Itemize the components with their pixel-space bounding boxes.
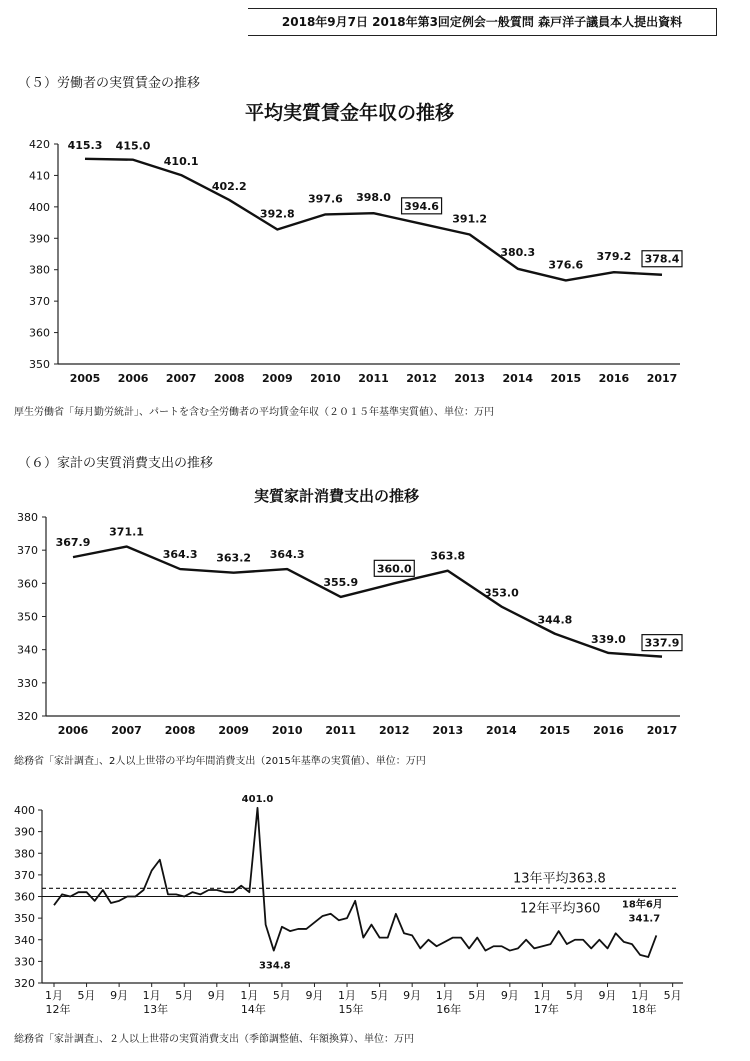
data-label: 415.3 [67,138,103,152]
data-label: 367.9 [55,536,91,550]
y-tick-label: 380 [17,511,38,524]
y-tick-label: 320 [17,710,38,723]
x-tick-label: 2012 [406,372,437,385]
x-tick-label: 2010 [310,372,341,385]
y-tick-label: 340 [17,643,38,657]
data-label: 391.2 [452,212,488,226]
data-label: 371.1 [109,525,144,539]
y-tick-label: 390 [14,825,35,839]
x-tick-year-label: 17年 [533,1003,559,1016]
source-note-consumption: 総務省「家計調査」、2人以上世帯の平均年間消費支出（2015年基準の実質値）、単位：万円 [14,756,426,767]
x-tick-label: 2007 [111,724,142,737]
x-tick-year-label: 13年 [143,1003,169,1016]
x-tick-label: 2015 [550,372,582,385]
x-tick-label: 2009 [262,372,293,385]
y-tick-label: 320 [14,977,35,990]
data-label: 398.0 [356,191,391,205]
section-heading-wages: （５）労働者の実質賃金の推移 [18,76,201,91]
x-tick-year-label: 14年 [240,1003,266,1016]
data-label: 376.6 [548,258,584,272]
data-label: 344.8 [537,613,573,627]
y-tick-label: 360 [14,890,35,904]
data-label: 364.3 [162,548,198,562]
x-tick-label: 2014 [486,724,517,737]
x-tick-label: 2011 [358,372,389,385]
x-tick-label: 9月 [110,989,129,1002]
x-tick-label: 9月 [598,989,617,1002]
annotation-sublabel: 18年6月 [621,899,663,911]
data-label: 410.1 [163,155,199,169]
x-tick-label: 9月 [500,989,519,1002]
x-tick-year-label: 18年 [631,1003,657,1016]
x-tick-label: 2012 [378,724,410,737]
data-label: 415.0 [115,139,151,153]
data-label: 378.4 [644,252,680,266]
x-tick-label: 2016 [598,372,630,385]
x-tick-label: 2007 [165,372,197,385]
y-tick-label: 370 [29,295,50,309]
x-tick-label: 2006 [117,372,149,385]
x-tick-year-label: 16年 [436,1003,462,1016]
y-tick-label: 380 [14,847,35,861]
data-label: 394.6 [404,199,439,213]
x-tick-label: 2017 [646,372,678,385]
y-tick-label: 350 [14,912,35,926]
data-label: 353.0 [483,586,519,600]
data-label: 402.2 [211,179,247,193]
reference-line-label: 12年平均360 [520,901,601,917]
x-tick-label: 5月 [77,989,96,1002]
data-label: 397.6 [308,192,343,206]
data-label: 337.9 [644,636,680,650]
x-tick-label: 1月 [45,989,63,1002]
y-tick-label: 360 [29,326,50,340]
x-tick-label: 2013 [454,372,485,385]
annotation-label: 341.7 [628,913,661,925]
annotation-label: 334.8 [258,960,291,972]
x-tick-label: 2009 [218,724,249,737]
data-label: 392.8 [259,207,295,221]
y-tick-label: 330 [17,676,38,690]
data-label: 380.3 [500,245,536,259]
data-label: 355.9 [323,575,359,589]
x-tick-year-label: 15年 [338,1003,364,1016]
x-tick-label: 5月 [468,989,487,1002]
data-label: 364.3 [269,548,305,562]
x-tick-label: 1月 [435,989,454,1002]
data-label: 363.2 [216,551,252,565]
reference-line-label: 13年平均363.8 [513,871,606,887]
x-tick-label: 9月 [305,989,324,1002]
y-tick-label: 330 [14,955,35,969]
x-tick-label: 2017 [646,724,678,737]
x-tick-label: 1月 [533,989,552,1002]
data-label: 363.8 [430,549,466,563]
x-tick-label: 9月 [207,989,226,1002]
y-tick-label: 400 [29,200,50,214]
x-tick-label: 1月 [142,989,161,1002]
x-tick-year-label: 12年 [45,1003,71,1016]
x-tick-label: 5月 [565,989,584,1002]
x-tick-label: 2006 [57,724,89,737]
source-note-monthly: 総務省「家計調査」、２人以上世帯の実質消費支出（季節調整値、年額換算）、単位：万円 [14,1034,414,1045]
source-note-wages: 厚生労働省「毎月勤労統計」、パートを含む全労働者の平均賃金年収（２０１５年基準実質値）、単位：万円 [14,407,494,418]
y-tick-label: 370 [14,868,35,882]
chart-title-consumption: 実質家計消費支出の推移 [254,487,420,505]
x-tick-label: 5月 [370,989,389,1002]
y-tick-label: 420 [29,138,50,151]
x-tick-label: 5月 [663,989,682,1002]
data-label: 379.2 [596,250,632,264]
x-tick-label: 2016 [593,724,624,737]
y-tick-label: 400 [14,804,35,817]
x-tick-label: 2015 [539,724,571,737]
x-tick-label: 2005 [69,372,101,385]
x-tick-label: 5月 [272,989,291,1002]
data-label: 339.0 [591,632,626,646]
x-tick-label: 2010 [271,724,303,737]
x-tick-label: 9月 [403,989,422,1002]
chart-title-wages: 平均実質賃金年収の推移 [245,102,455,124]
data-label: 360.0 [376,562,412,576]
y-tick-label: 340 [14,933,35,947]
y-tick-label: 390 [29,232,50,246]
x-tick-label: 2014 [502,372,534,385]
x-tick-label: 5月 [175,989,194,1002]
y-tick-label: 350 [29,358,50,371]
y-tick-label: 410 [29,169,50,183]
x-tick-label: 2008 [213,372,245,385]
x-tick-label: 1月 [240,989,259,1002]
x-tick-label: 1月 [631,989,650,1002]
y-tick-label: 350 [17,610,38,624]
x-tick-label: 1月 [338,989,357,1002]
x-tick-label: 2011 [325,724,357,737]
x-tick-label: 2013 [432,724,464,737]
section-heading-consumption: （６）家計の実質消費支出の推移 [18,456,214,471]
document-header: 2018年9月7日 2018年第3回定例会一般質問 森戸洋子議員本人提出資料 [248,8,717,36]
y-tick-label: 360 [17,577,38,591]
annotation-label: 401.0 [241,793,274,805]
y-tick-label: 370 [17,544,38,558]
x-tick-label: 2008 [164,724,196,737]
y-tick-label: 380 [29,263,50,277]
